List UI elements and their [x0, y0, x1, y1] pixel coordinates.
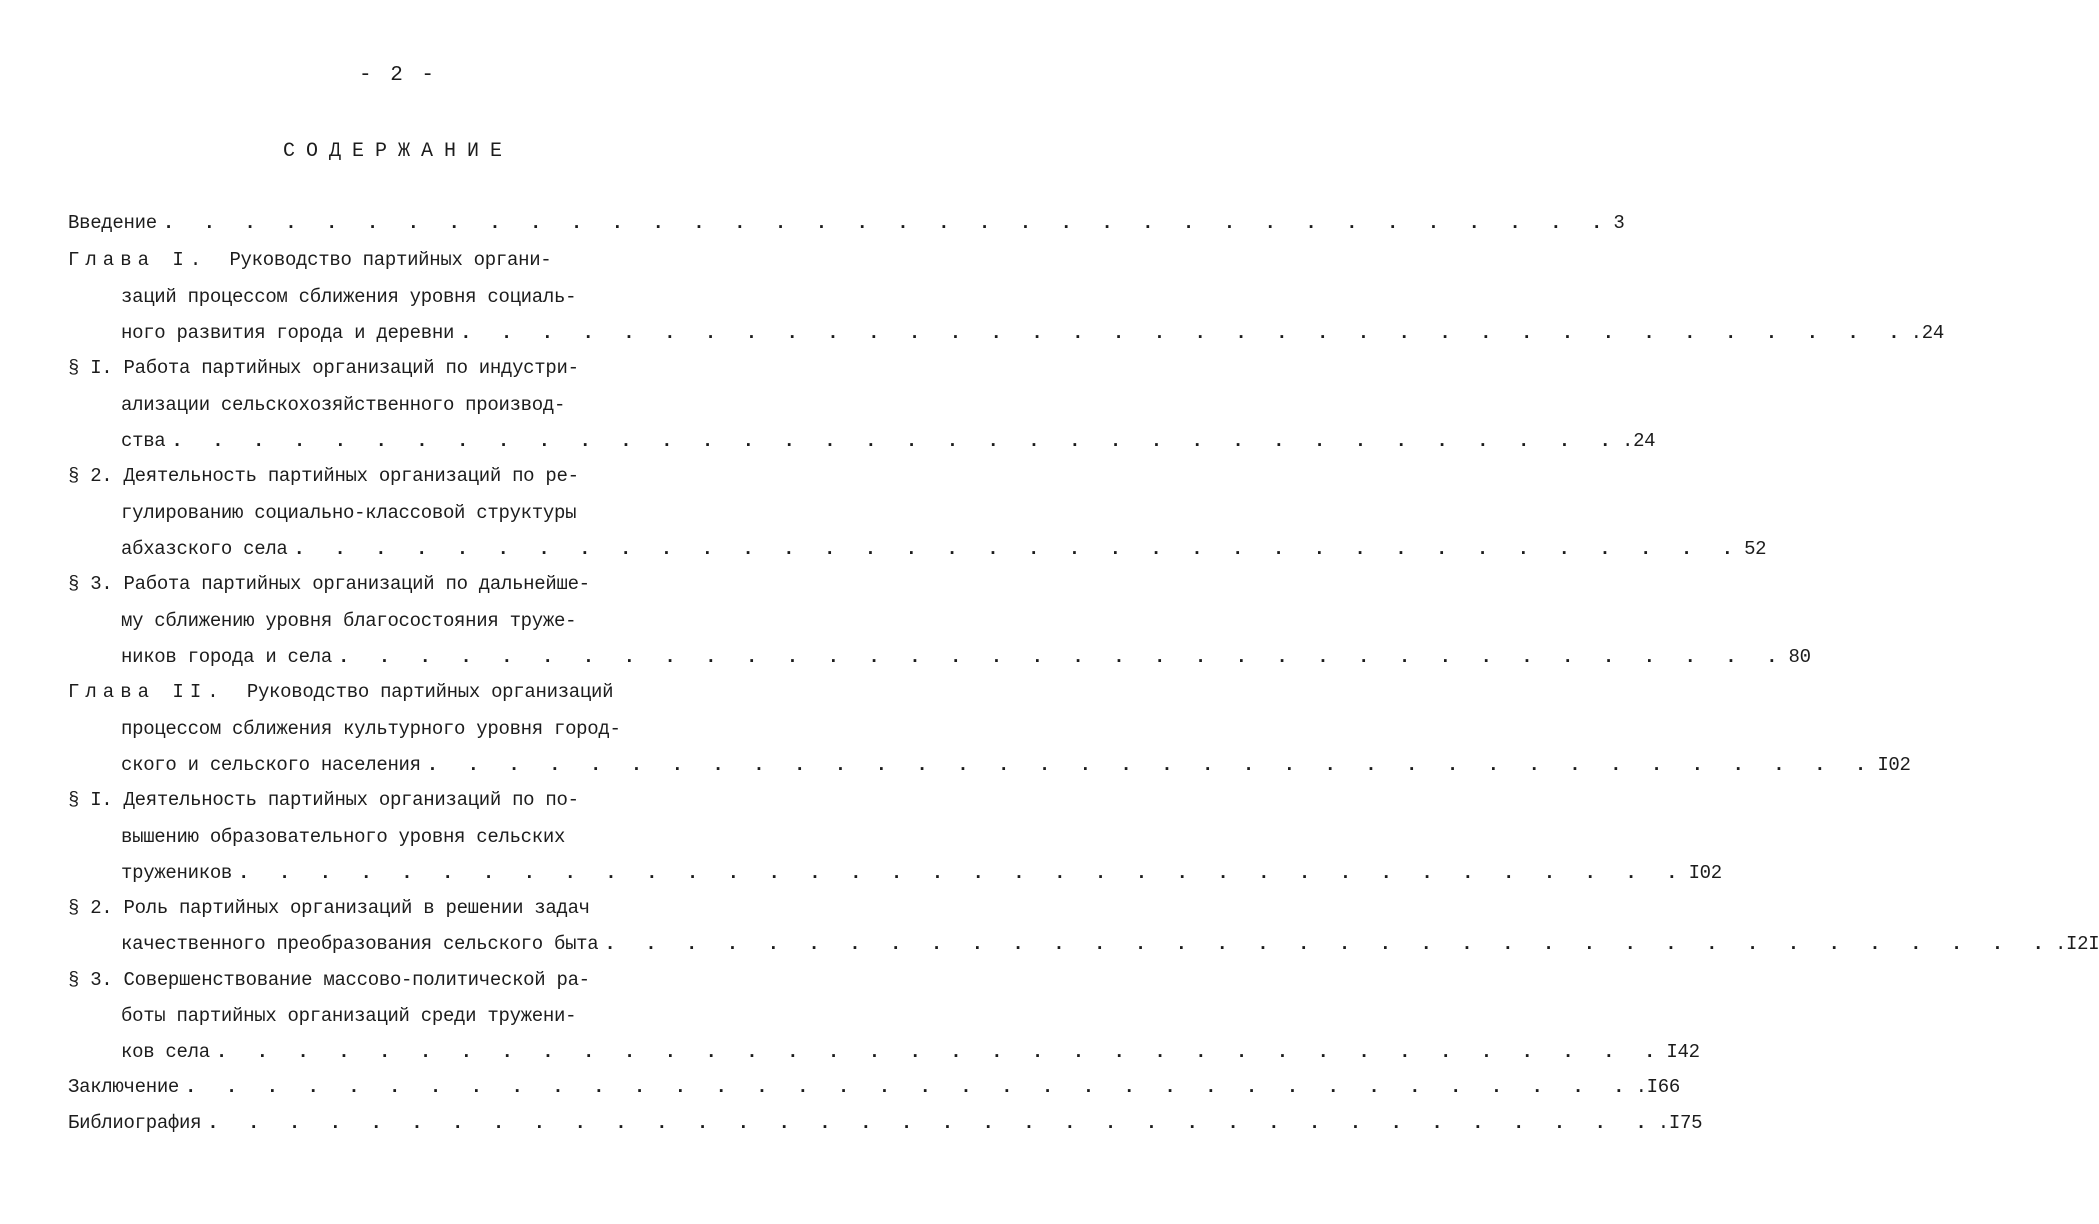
toc-page-number: .I75 — [1657, 1112, 1703, 1134]
dot-leader: . . . . . . . . . . . . . . . . . . . . . . . . . . . . . . . . . . . . — [171, 430, 1620, 452]
toc-section-1-2-line-3 — [121, 534, 1767, 564]
dot-leader: . . . . . . . . . . . . . . . . . . . . . . . . . . . . . . . . . . . . — [604, 933, 2053, 955]
dot-leader: . . . . . . . . . . . . . . . . . . . . . . . . . . . . . . . . . . . . — [293, 538, 1743, 560]
toc-section-2-1-line-1: § I. Деятельность партийных организаций по по- — [68, 789, 579, 811]
toc-section-2-2-line-2 — [121, 929, 2099, 959]
toc-section-2-1-line-3 — [121, 858, 1722, 888]
toc-section-1-1-line-3 — [121, 426, 1656, 456]
toc-section-2-3-line-2: боты партийных организаций среди тружени- — [121, 1005, 577, 1027]
toc-chapter-2-line-3 — [121, 750, 1911, 780]
toc-page-number: I42 — [1666, 1041, 1700, 1063]
toc-entry-text: Заключение — [68, 1076, 180, 1098]
toc-section-1-1-line-1: § I. Работа партийных организаций по индустри- — [68, 357, 579, 379]
toc-section-2-3-line-1: § 3. Совершенствование массово-политической ра- — [68, 969, 590, 991]
toc-entry-text: Руководство партийных организаций — [246, 681, 614, 703]
toc-chapter-2-line-2: процессом сближения культурного уровня город- — [121, 718, 621, 740]
page-number: - 2 - — [358, 64, 437, 87]
toc-section-1-3-line-2: му сближению уровня благосостояния труже- — [121, 610, 577, 632]
toc-chapter-1-line-2: заций процессом сближения уровня социаль- — [121, 286, 577, 308]
dot-leader: . . . . . . . . . . . . . . . . . . . . . . . . . . . . . . . . . . . . — [185, 1076, 1634, 1098]
toc-page-number: .24 — [1910, 322, 1944, 344]
toc-entry-text: Библиография — [68, 1112, 202, 1134]
dot-leader: . . . . . . . . . . . . . . . . . . . . . . . . . . . . . . . . . . . . — [238, 862, 1687, 884]
dot-leader: . . . . . . . . . . . . . . . . . . . . . . . . . . . . . . . . . . . . — [460, 322, 1909, 344]
toc-entry-conclusion — [68, 1072, 1680, 1102]
toc-section-1-3-line-1: § 3. Работа партийных организаций по дальнейше- — [68, 573, 590, 595]
toc-entry-text: Руководство партийных органи- — [229, 249, 552, 271]
toc-page-number: 52 — [1744, 538, 1767, 560]
toc-entry-bibliography — [68, 1108, 1703, 1138]
toc-section-2-2-line-1: § 2. Роль партийных организаций в решении задач — [68, 897, 590, 919]
toc-entry-intro — [68, 208, 1625, 238]
toc-chapter-1-line-1 — [68, 245, 551, 275]
toc-entry-text: качественного преобразования сельского быта — [121, 933, 599, 955]
toc-page-number: 80 — [1788, 646, 1811, 668]
toc-page-number: I02 — [1877, 754, 1911, 776]
dot-leader: . . . . . . . . . . . . . . . . . . . . . . . . . . . . . . . . . . . . — [337, 646, 1787, 668]
toc-section-2-3-line-3 — [121, 1037, 1700, 1067]
toc-entry-text: ного развития города и деревни — [121, 322, 455, 344]
toc-section-1-3-line-3 — [121, 642, 1811, 672]
toc-chapter-2-line-1 — [68, 677, 613, 707]
toc-page-number: .I66 — [1635, 1076, 1680, 1098]
toc-entry-text: ского и сельского населения — [121, 754, 421, 776]
chapter-label: Глава I. — [68, 249, 208, 271]
toc-section-1-1-line-2: ализации сельскохозяйственного производ- — [121, 394, 566, 416]
dot-leader: . . . . . . . . . . . . . . . . . . . . . . . . . . . . . . . . . . . . — [426, 754, 1876, 776]
toc-entry-text: ков села — [121, 1041, 210, 1063]
toc-page-number: .I2I — [2054, 933, 2099, 955]
toc-page-number: .24 — [1621, 430, 1656, 452]
toc-section-1-2-line-1: § 2. Деятельность партийных организаций по ре- — [68, 465, 579, 487]
toc-entry-text: ников города и села — [121, 646, 332, 668]
toc-entry-text: ства — [121, 430, 166, 452]
toc-section-1-2-line-2: гулированию социально-классовой структуры — [121, 502, 577, 524]
chapter-label: Глава II. — [68, 681, 225, 703]
toc-entry-text: тружеников — [121, 862, 233, 884]
toc-entry-text: абхазского села — [121, 538, 288, 560]
toc-chapter-1-line-3 — [121, 318, 1944, 348]
toc-section-2-1-line-2: вышению образовательного уровня сельских — [121, 826, 566, 848]
toc-entry-text: Введение — [68, 212, 157, 234]
toc-page-number: I02 — [1688, 862, 1722, 884]
dot-leader: . . . . . . . . . . . . . . . . . . . . . . . . . . . . . . . . . . . . — [215, 1041, 1665, 1063]
dot-leader: . . . . . . . . . . . . . . . . . . . . . . . . . . . . . . . . . . . . — [207, 1112, 1656, 1134]
dot-leader: . . . . . . . . . . . . . . . . . . . . . . . . . . . . . . . . . . . . — [162, 212, 1612, 234]
toc-page-number: 3 — [1613, 212, 1625, 234]
page-title: СОДЕРЖАНИЕ — [282, 140, 514, 163]
